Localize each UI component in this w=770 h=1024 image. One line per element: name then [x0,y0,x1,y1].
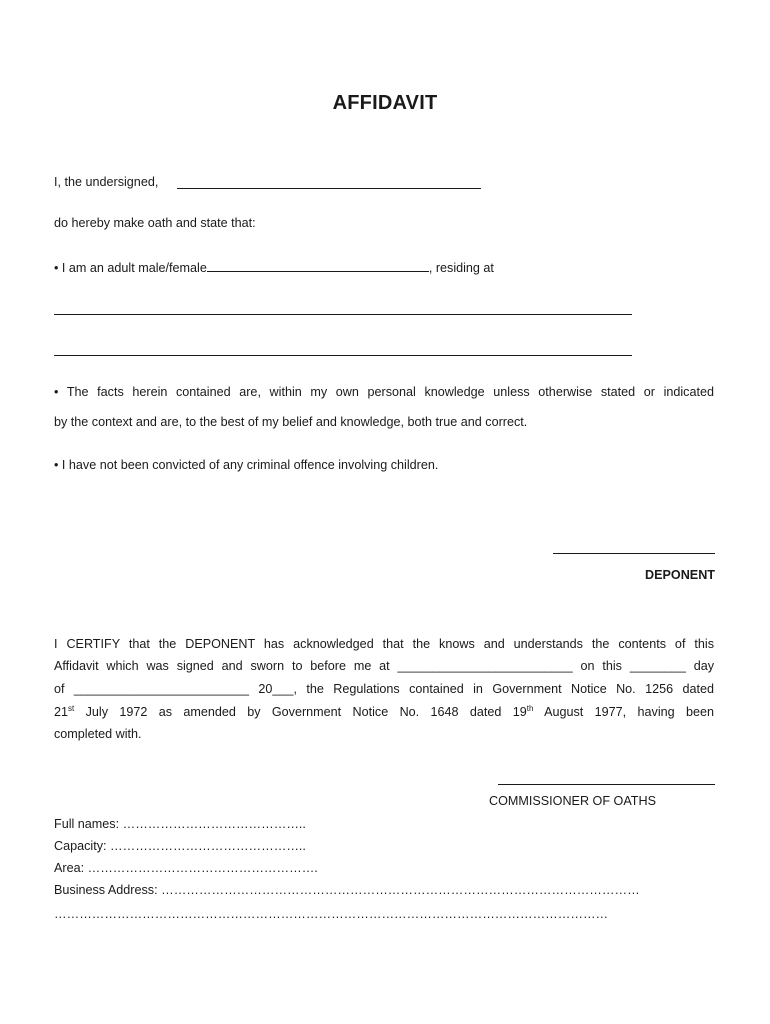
business-address-input[interactable]: …………………………………………………………………………………………………… [161,883,640,897]
capacity-input[interactable]: ……………………………………….. [110,839,306,853]
facts-line-2: by the context and are, to the best of my belief and knowledge, both true and correct. [54,415,528,429]
commissioner-label: COMMISSIONER OF OATHS [489,794,656,808]
day-blank[interactable]: ________ [629,659,686,673]
certify-line-3: of _________________________ 20___, the Regulations contained in Government Notice No. 1256 dated [54,682,714,696]
year-blank[interactable]: ___ [272,682,294,696]
deponent-label: DEPONENT [645,568,715,582]
undersigned-name-line[interactable] [177,188,481,189]
area-input[interactable]: ………………………………………………. [87,861,318,875]
place-blank[interactable]: _________________________ [397,659,573,673]
full-names-field [54,816,306,832]
adult-prefix: I am an adult male/female [61,261,207,275]
certify-line-2: Affidavit which was signed and sworn to before me at _________________________ on this ________ day [54,659,715,673]
oath-statement: do hereby make oath and state that: [54,216,256,230]
bullet-icon: • [54,385,59,399]
bullet-icon: • [54,458,59,472]
month-blank[interactable]: _________________________ [73,682,250,696]
adult-suffix: , residing at [428,261,494,275]
full-names-label: Full names: [54,817,120,831]
certify-line-1: I CERTIFY that the DEPONENT has acknowledged that the knows and understands the contents of this [54,637,714,651]
capacity-field [54,838,306,854]
gender-blank[interactable] [207,258,429,272]
area-field [54,860,318,876]
certify-line-5: completed with. [54,727,142,741]
business-address-field [54,882,640,898]
full-names-input[interactable]: …………………………………….. [122,817,306,831]
facts-line-1: • The facts herein contained are, within my own personal knowledge unless otherwise stated or indicated [54,385,714,399]
undersigned-label: I, the undersigned, [54,175,159,189]
commissioner-signature-line[interactable] [498,784,715,785]
document-title: AFFIDAVIT [332,92,438,114]
address-line-1[interactable] [54,314,632,315]
adult-statement [54,258,494,276]
address-line-2[interactable] [54,355,632,356]
business-address-label: Business Address: [54,883,158,897]
capacity-label: Capacity: [54,839,107,853]
convicted-statement: • I have not been convicted of any criminal offence involving children. [54,458,439,472]
business-address-continuation[interactable]: …………………………………………………………………………………………………………………… [54,907,609,921]
certify-line-4: 21st July 1972 as amended by Government Notice No. 1648 dated 19th August 1977, having been [54,704,714,719]
bullet-icon: • [54,261,59,275]
area-label: Area: [54,861,85,875]
deponent-signature-line[interactable] [553,553,715,554]
